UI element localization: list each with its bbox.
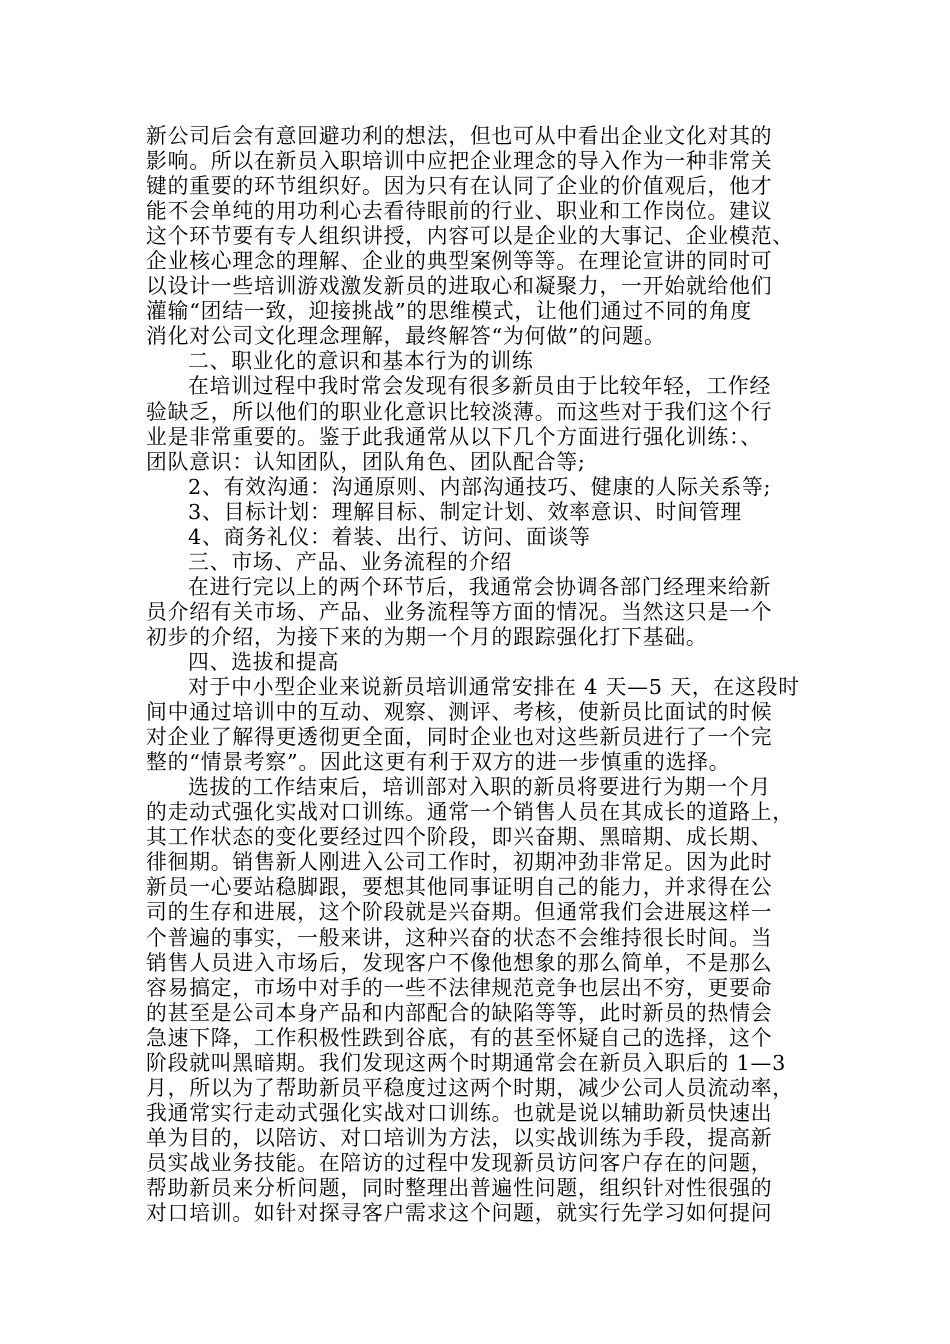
text-line: 的甚至是公司本身产品和内部配合的缺陷等等，此时新员的热情会	[146, 1000, 773, 1025]
text-line: 初步的介绍，为接下来的为期一个月的跟踪强化打下基础。	[146, 624, 708, 649]
text-line: 员介绍有关市场、产品、业务流程等方面的情况。当然这只是一个	[146, 599, 773, 624]
text-line: 单为目的，以陪访、对口培训为方法，以实战训练为手段，提高新	[146, 1125, 773, 1150]
text-line: 新员一心要站稳脚跟，要想其他同事证明自己的能力，并求得在公	[146, 875, 773, 900]
text-line: 消化对公司文化理念理解，最终解答“为何做”的问题。	[146, 324, 666, 349]
paragraph-first-line: 选拔的工作结束后，培训部对入职的新员将要进行为期一个月	[188, 775, 772, 800]
text-line: 我通常实行走动式强化实战对口训练。也就是说以辅助新员快速出	[146, 1100, 773, 1125]
text-line: 其工作状态的变化要经过四个阶段，即兴奋期、黑暗期、成长期、	[146, 825, 773, 850]
text-line: 月，所以为了帮助新员平稳度过这两个时期，减少公司人员流动率，	[146, 1075, 794, 1100]
text-line: 整的“情景考察”。因此这更有利于双方的进一步慎重的选择。	[146, 750, 731, 775]
text-line: 对口培训。如针对探寻客户需求这个问题，就实行先学习如何提问	[146, 1201, 773, 1226]
text-line: 能不会单纯的用功利心去看待眼前的行业、职业和工作岗位。建议	[146, 199, 773, 224]
text-line: 帮助新员来分析问题，同时整理出普遍性问题，组织针对性很强的	[146, 1175, 773, 1200]
text-line: 对企业了解得更透彻更全面，同时企业也对这些新员进行了一个完	[146, 725, 773, 750]
paragraph-first-line: 在培训过程中我时常会发现有很多新员由于比较年轻，工作经	[188, 374, 772, 399]
text-line: 容易搞定，市场中对手的一些不法律规范竞争也层出不穷，更要命	[146, 975, 773, 1000]
text-line: 团队意识：认知团队，团队角色、团队配合等;	[146, 449, 586, 474]
text-line: 键的重要的环节组织好。因为只有在认同了企业的价值观后，他才	[146, 174, 773, 199]
text-line: 影响。所以在新员入职培训中应把企业理念的导入作为一种非常关	[146, 149, 773, 174]
text-line: 员实战业务技能。在陪访的过程中发现新员访问客户存在的问题，	[146, 1150, 773, 1175]
text-line: 司的生存和进展，这个阶段就是兴奋期。但通常我们会进展这样一	[146, 900, 773, 925]
text-line: 验缺乏，所以他们的职业化意识比较淡薄。而这些对于我们这个行	[146, 399, 773, 424]
text-line: 徘徊期。销售新人刚进入公司工作时，初期冲劲非常足。因为此时	[146, 850, 773, 875]
text-line: 间中通过培训中的互动、观察、测评、考核，使新员比面试的时候	[146, 700, 773, 725]
paragraph-first-line: 三、市场、产品、业务流程的介绍	[188, 549, 512, 574]
text-line: 急速下降，工作积极性跌到谷底，有的甚至怀疑自己的选择，这个	[146, 1025, 773, 1050]
text-line: 以设计一些培训游戏激发新员的进取心和凝聚力，一开始就给他们	[146, 274, 773, 299]
text-line: 这个环节要有专人组织讲授，内容可以是企业的大事记、企业模范、	[146, 224, 794, 249]
text-line: 阶段就叫黑暗期。我们发现这两个时期通常会在新员入职后的 1—3	[146, 1050, 787, 1075]
text-line: 企业核心理念的理解、企业的典型案例等等。在理论宣讲的同时可	[146, 249, 773, 274]
paragraph-first-line: 二、职业化的意识和基本行为的训练	[188, 349, 534, 374]
text-line: 个普遍的事实，一般来讲，这种兴奋的状态不会维持很长时间。当	[146, 925, 773, 950]
text-line: 新公司后会有意回避功利的想法，但也可从中看出企业文化对其的	[146, 124, 773, 148]
paragraph-first-line: 4、商务礼仪：着装、出行、访问、面谈等	[188, 524, 591, 549]
document-body	[146, 124, 816, 1226]
paragraph-first-line: 2、有效沟通：沟通原则、内部沟通技巧、健康的人际关系等;	[188, 474, 772, 499]
text-line: 业是非常重要的。鉴于此我通常从以下几个方面进行强化训练：、	[146, 424, 762, 449]
paragraph-first-line: 四、选拔和提高	[188, 649, 340, 674]
text-line: 销售人员进入市场后，发现客户不像他想象的那么简单，不是那么	[146, 950, 773, 975]
text-line: 灌输“团结一致，迎接挑战”的思维模式，让他们通过不同的角度	[146, 299, 752, 324]
paragraph-first-line: 在进行完以上的两个环节后，我通常会协调各部门经理来给新	[188, 574, 772, 599]
paragraph-first-line: 3、目标计划：理解目标、制定计划、效率意识、时间管理	[188, 499, 742, 524]
text-line: 的走动式强化实战对口训练。通常一个销售人员在其成长的道路上，	[146, 800, 794, 825]
paragraph-first-line: 对于中小型企业来说新员培训通常安排在 4 天—5 天，在这段时	[188, 675, 800, 700]
